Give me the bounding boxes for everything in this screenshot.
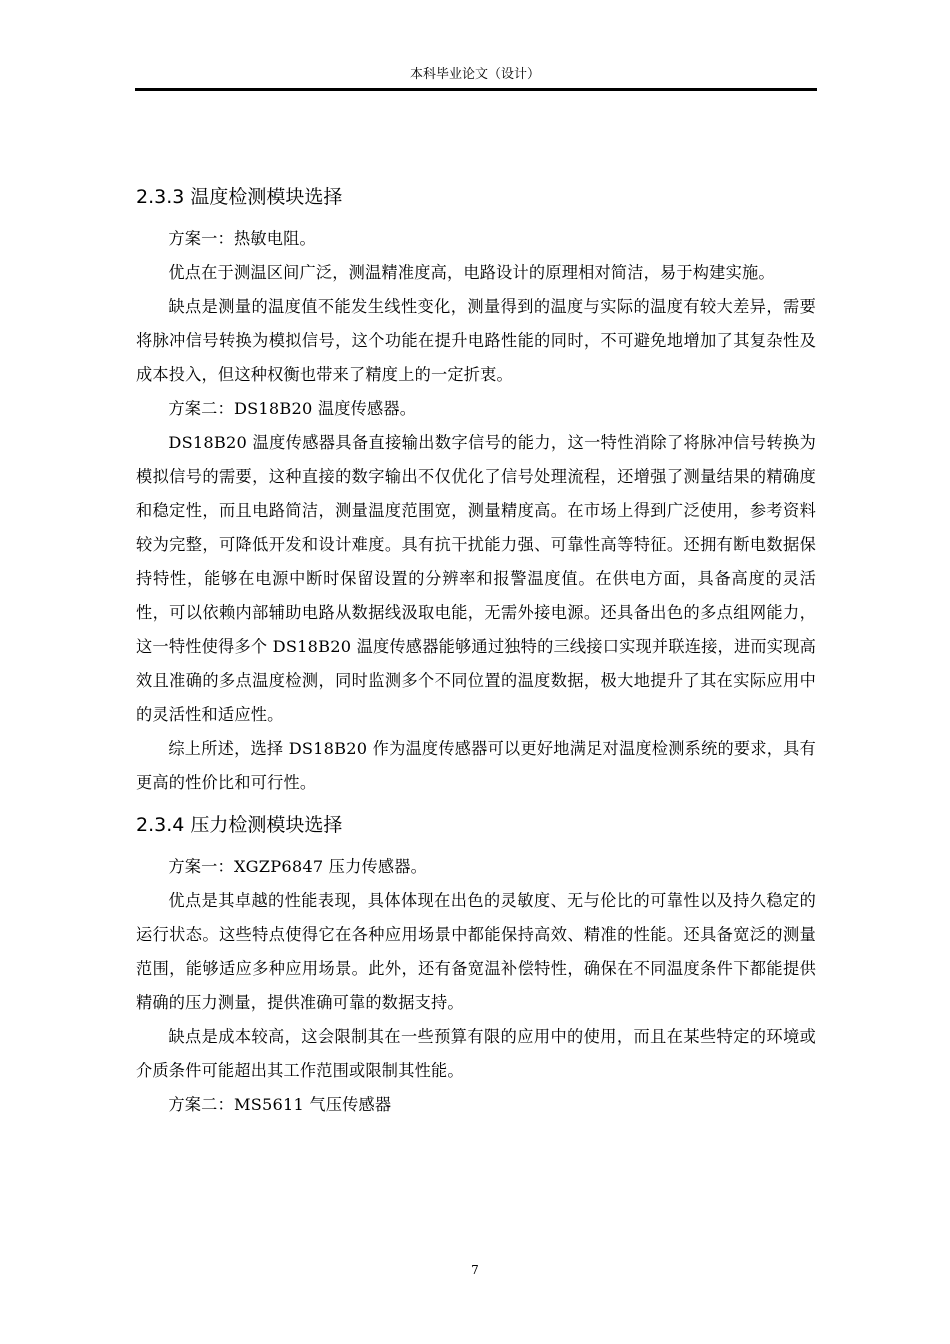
paragraph: 综上所述，选择 DS18B20 作为温度传感器可以更好地满足对温度检测系统的要求，具有更高的性价比和可行性。 xyxy=(136,739,816,792)
header-rule xyxy=(135,88,817,91)
section-heading-pressure: 2.3.4 压力检测模块选择 xyxy=(136,814,343,836)
page-content xyxy=(136,180,816,1122)
paragraph: 缺点是成本较高，这会限制其在一些预算有限的应用中的使用，而且在某些特定的环境或介质条件可能超出其工作范围或限制其性能。 xyxy=(136,1027,816,1080)
paragraph: 优点是其卓越的性能表现，具体体现在出色的灵敏度、无与伦比的可靠性以及持久稳定的运行状态。这些特点使得它在各种应用场景中都能保持高效、精准的性能。还具备宽泛的测量范围，能够适应多种应用场景。此外，还有备宽温补偿特性，确保在不同温度条件下都能提供精确的压力测量，提供准确可靠的数据支持。 xyxy=(136,891,816,1012)
paragraph: 优点在于测温区间广泛，测温精准度高，电路设计的原理相对简洁，易于构建实施。 xyxy=(168,263,775,282)
paragraph: 方案二：MS5611 气压传感器 xyxy=(168,1095,392,1114)
section-heading-temperature: 2.3.3 温度检测模块选择 xyxy=(136,186,343,208)
page-header-title: 本科毕业论文（设计） xyxy=(409,67,540,82)
paragraph: DS18B20 温度传感器具备直接输出数字信号的能力，这一特性消除了将脉冲信号转换为模拟信号的需要，这种直接的数字输出不仅优化了信号处理流程，还增强了测量结果的精确度和稳定性，而且电路简洁，测量温度范围宽，测量精度高。在市场上得到广泛使用，参考资料较为完整，可降低开发和设计难度。具有抗干扰能力强、可靠性高等特征。还拥有断电数据保持特性，能够在电源中断时保留设置的分辨率和报警温度值。在供电方面，具备高度的灵活性，可以依赖内部辅助电路从数据线汲取电能，无需外接电源。还具备出色的多点组网能力，这一特性使得多个 DS18B20 温度传感器能够通过独特的三线接口实现并联连接，进而实现高效且准确的多点温度检测，同时监测多个不同位置的温度数据，极大地提升了其在实际应用中的灵活性和适应性。 xyxy=(136,433,816,724)
paragraph: 方案一：XGZP6847 压力传感器。 xyxy=(168,857,428,876)
paragraph: 方案一：热敏电阻。 xyxy=(168,229,316,248)
paragraph: 方案二：DS18B20 温度传感器。 xyxy=(168,399,417,418)
page-number: 7 xyxy=(471,1263,479,1277)
paragraph: 缺点是测量的温度值不能发生线性变化，测量得到的温度与实际的温度有较大差异，需要将脉冲信号转换为模拟信号，这个功能在提升电路性能的同时，不可避免地增加了其复杂性及成本投入，但这种权衡也带来了精度上的一定折衷。 xyxy=(136,297,816,384)
